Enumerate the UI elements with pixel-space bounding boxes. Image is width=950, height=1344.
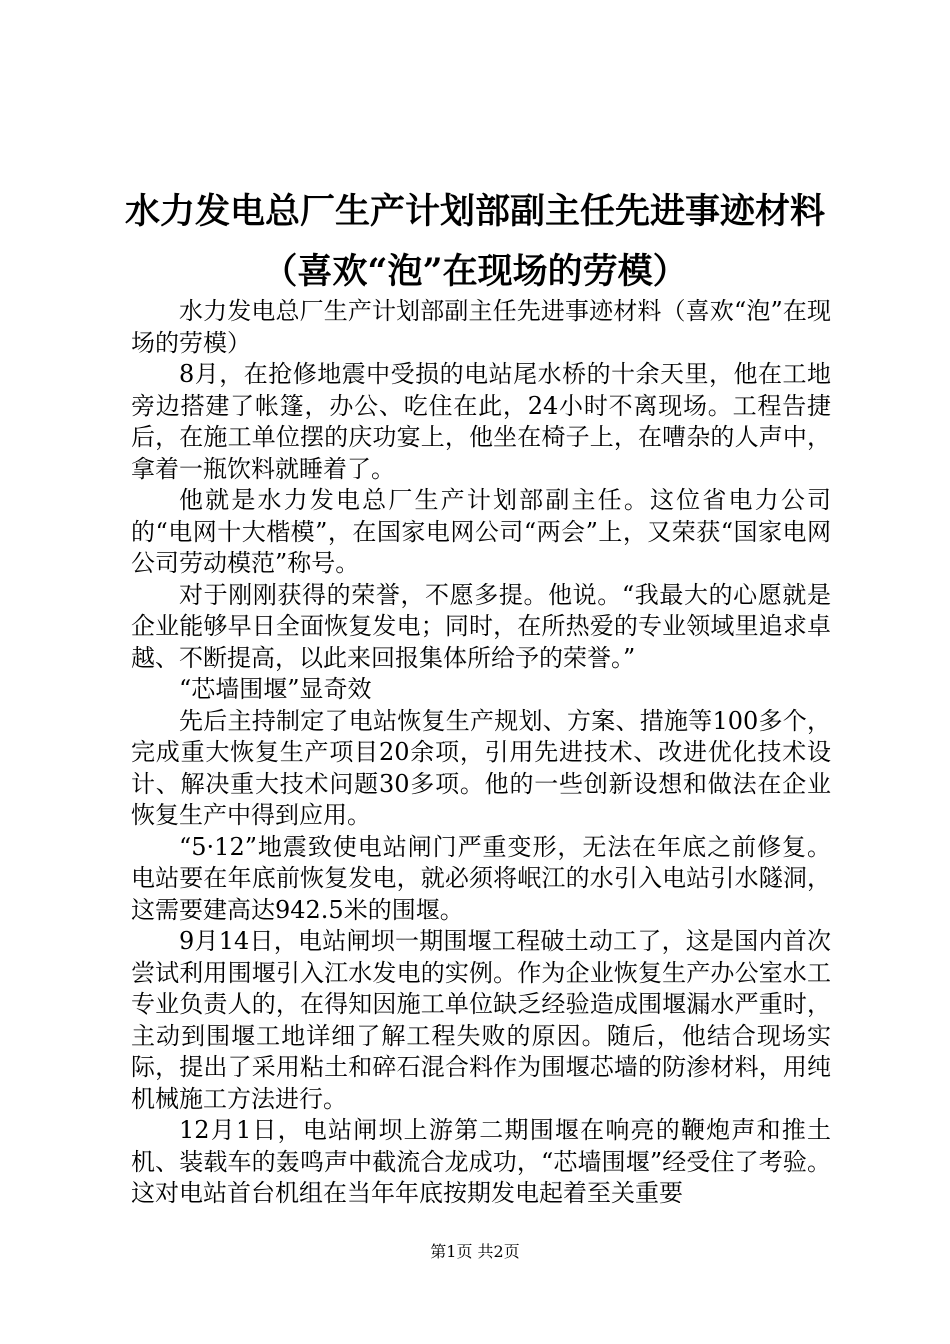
paragraph-earthquake: “5·12”地震致使电站闸门严重变形，无法在年底之前修复。电站要在年底前恢复发电，就必须将岷江的水引入电站引水隧洞，这需要建高达942.5米的围堰。 <box>131 832 831 924</box>
paragraph-intro: 水力发电总厂生产计划部副主任先进事迹材料（喜欢“泡”在现场的劳模） <box>131 297 831 357</box>
paragraph-plans: 先后主持制定了电站恢复生产规划、方案、措施等100多个，完成重大恢复生产项目20余项，引用先进技术、改进优化技术设计、解决重大技术问题30多项。他的一些创新设想和做法在企业恢复生产中得到应用。 <box>131 706 831 829</box>
page-footer: 第1页 共2页 <box>430 1242 520 1261</box>
paragraph-honors: 他就是水力发电总厂生产计划部副主任。这位省电力公司的“电网十大楷模”，在国家电网公司“两会”上，又荣获“国家电网公司劳动模范”称号。 <box>131 486 831 577</box>
paragraph-cofferdam-phase2: 12月1日，电站闸坝上游第二期围堰在响亮的鞭炮声和推土机、装载车的轰鸣声中截流合龙成功，“芯墙围堰”经受住了考验。这对电站首台机组在当年年底按期发电起着至关重要 <box>131 1116 831 1207</box>
paragraph-wish: 对于刚刚获得的荣誉，不愿多提。他说。“我最大的心愿就是企业能够早日全面恢复发电；同时，在所热爱的专业领域里追求卓越、不断提高，以此来回报集体所给予的荣誉。” <box>131 580 831 672</box>
document-title-line2: （喜欢“泡”在现场的劳模） <box>262 251 688 292</box>
document-title-line1: 水力发电总厂生产计划部副主任先进事迹材料 <box>124 191 825 232</box>
paragraph-cofferdam-phase1: 9月14日，电站闸坝一期围堰工程破土动工了，这是国内首次尝试利用围堰引入江水发电的实例。作为企业恢复生产办公室水工专业负责人的，在得知因施工单位缺乏经验造成围堰漏水严重时，主动到围堰工地详细了解工程失败的原因。随后，他结合现场实际，提出了采用粘土和碎石混合料作为围堰芯墙的防渗材料，用纯机械施工方法进行。 <box>131 927 831 1113</box>
paragraph-august-repair: 8月，在抢修地震中受损的电站尾水桥的十余天里，他在工地旁边搭建了帐篷，办公、吃住在此，24小时不离现场。工程告捷后，在施工单位摆的庆功宴上，他坐在椅子上，在嘈杂的人声中，拿着一瓶饮料就睡着了。 <box>131 360 831 483</box>
section-heading: “芯墙围堰”显奇效 <box>179 675 372 703</box>
document-body <box>131 296 831 1210</box>
